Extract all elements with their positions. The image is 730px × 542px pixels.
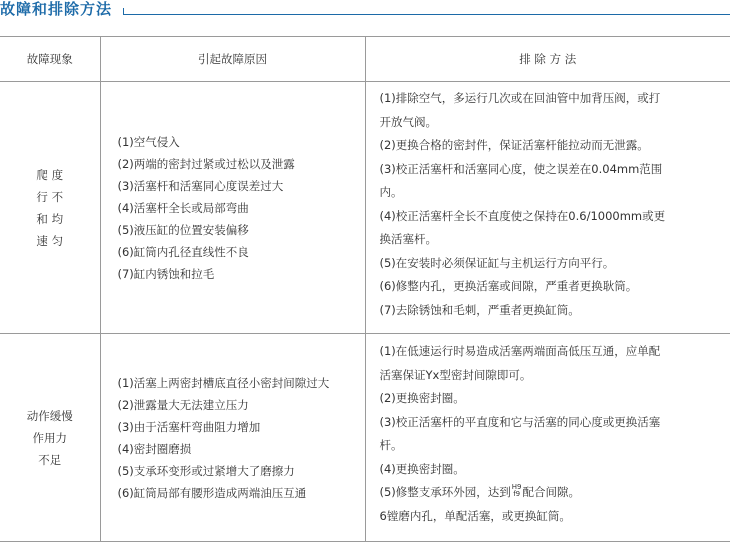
remedy-line: 6镗磨内孔，单配活塞，或更换缸筒。 [379, 508, 571, 523]
remedy-line: (6)修整内孔，更换活塞或间隙，严重者更换耿筒。 [379, 279, 638, 293]
phenomenon-line: 动作缓慢 [26, 408, 73, 423]
fraction-denominator: f9 [513, 489, 521, 498]
phenomenon-line: 爬 度 [36, 167, 64, 182]
fault-table [0, 36, 730, 542]
cause-item: (3)由于活塞杆弯曲阻力增加 [117, 419, 261, 434]
cause-item: (1)空气侵入 [117, 134, 180, 149]
cause-item: (5)液压缸的位置安装偏移 [117, 222, 249, 237]
remedy-line: (1)在低速运行时易造成活塞两端面高低压互通，应单配 [379, 344, 661, 358]
cause-item: (2)泄露量大无法建立压力 [117, 397, 249, 412]
phenomenon-line: 作用力 [32, 430, 67, 445]
remedy-line: (1)排除空气，多运行几次或在回油管中加背压阀，或打 [379, 91, 661, 105]
remedy-line: 开放气阀。 [379, 114, 437, 129]
remedy-text: (5)修整支承环外园，达到 [379, 485, 511, 499]
remedy-line: (3)校正活塞杆的平直度和它与活塞的同心度或更换活塞 [379, 414, 661, 429]
remedy-line: (4)更换密封圈。 [379, 461, 465, 476]
remedy-line: (3)校正活塞杆和活塞同心度，使之误差在0.04mm范围 [379, 161, 663, 176]
table-row [0, 334, 730, 542]
table-header-row [0, 37, 730, 82]
remedy-line: 换活塞杆。 [379, 232, 437, 246]
table-row [0, 82, 730, 334]
header-phenomenon: 故障现象 [0, 37, 100, 82]
remedy-line: (7)去除锈蚀和毛刺，严重者更换缸筒。 [379, 302, 580, 317]
cause-item: (3)活塞杆和活塞同心度误差过大 [117, 178, 284, 193]
cause-cell [100, 82, 365, 334]
cause-item: (6)缸筒局部有腰形造成两端油压互通 [117, 485, 307, 500]
remedy-line: 活塞保证Yx型密封间隙即可。 [379, 367, 532, 382]
remedy-cell [365, 82, 730, 334]
remedy-line: (2)更换合格的密封件，保证活塞杆能拉动而无泄露。 [379, 138, 649, 152]
fraction-numerator: H9 [511, 482, 522, 491]
cause-item: (7)缸内锈蚀和拉毛 [117, 266, 215, 281]
phenomenon-line: 和 均 [36, 211, 64, 226]
remedy-line: (4)校正活塞杆全长不直度使之保持在0.6/1000mm或更 [379, 208, 666, 223]
phenomenon-line: 不足 [38, 452, 62, 467]
section-title: 故障和排除方法 [0, 0, 113, 18]
fit-tolerance-fraction [512, 484, 522, 498]
remedy-line: (2)更换密封圈。 [379, 391, 465, 405]
cause-item: (4)密封圈磨损 [117, 441, 192, 456]
cause-item: (6)缸筒内孔径直线性不良 [117, 244, 249, 259]
remedy-cell [365, 334, 730, 542]
cause-item: (2)两端的密封过紧或过松以及泄露 [117, 156, 295, 171]
remedy-line-fit-tolerance [380, 481, 725, 505]
cause-item: (4)活塞杆全长或局部弯曲 [117, 200, 249, 215]
phenomenon-cell [0, 82, 100, 334]
remedy-line: 内。 [379, 185, 403, 199]
header-cause: 引起故障原因 [100, 37, 365, 82]
remedy-line: 杆。 [379, 438, 403, 452]
title-rule [123, 14, 730, 15]
phenomenon-line: 行 不 [36, 189, 64, 204]
remedy-text: 配合间隙。 [522, 485, 581, 499]
cause-item: (5)支承环变形或过紧增大了磨擦力 [117, 463, 295, 478]
phenomenon-cell [0, 334, 100, 542]
cause-cell [100, 334, 365, 542]
phenomenon-line: 速 匀 [36, 233, 64, 248]
cause-item: (1)活塞上两密封槽底直径小密封间隙过大 [117, 375, 330, 390]
remedy-line: (5)在安装时必须保证缸与主机运行方向平行。 [379, 255, 615, 270]
header-remedy: 排 除 方 法 [365, 37, 730, 82]
